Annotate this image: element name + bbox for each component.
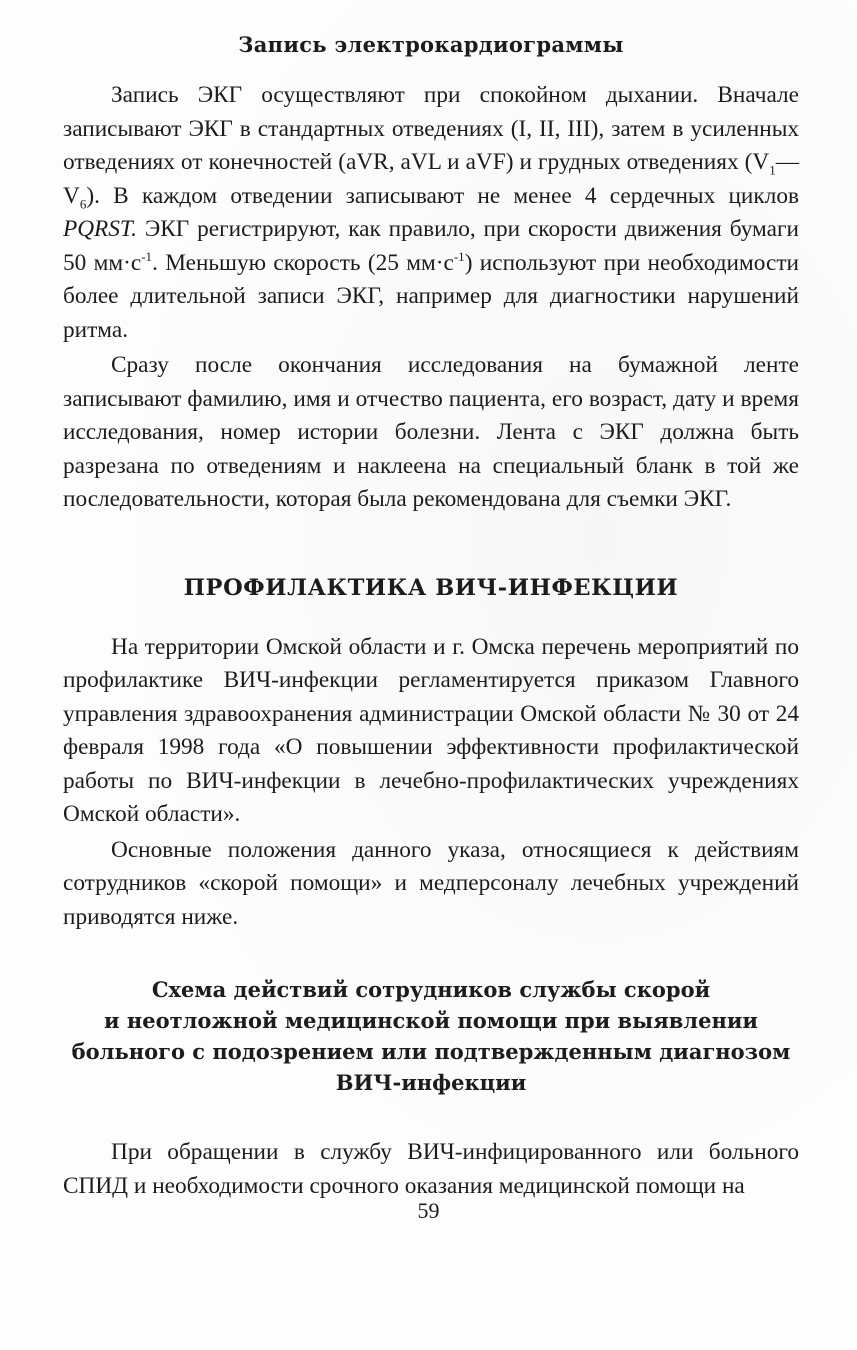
superscript: -1 [453, 248, 465, 264]
text-run: ). В каждом отведении записывают не менее 4 сердечных циклов [86, 182, 799, 209]
heading-line: и неотложной медицинской помощи при выявлении [103, 1008, 758, 1033]
paragraph-hiv-regulation: На территории Омской области и г. Омска перечень мероприятий по профилактике ВИЧ-инфекции регламентируется приказом Главного управления здравоохранения администрации Омской области № 30 от 24 февраля 1998 года «О повышении эффективности профилактической работы по ВИЧ-инфекции в лечебно-профилактических учреждениях Омской области». [63, 633, 799, 827]
paragraph-ecg-recording [63, 79, 799, 347]
paragraph-ecg-labeling: Сразу после окончания исследования на бумажной ленте записывают фамилию, имя и отчество пациента, его возраст, дату и время исследования, номер истории болезни. Лента с ЭКГ должна быть разрезана по отведениям и наклеена на специальный бланк в той же последовательности, которая была рекомендована для съемки ЭКГ. [63, 352, 799, 512]
text-run: ) используют при необходимости более длительной записи ЭКГ, например для диагностики нарушений ритма. [63, 249, 799, 343]
page-number: 59 [417, 1198, 440, 1223]
subscript: 6 [79, 196, 87, 212]
superscript: -1 [141, 248, 153, 264]
heading-line: больного с подозрением или подтвержденным диагнозом [71, 1039, 791, 1064]
text-run: — V [63, 149, 799, 209]
italic-run: PQRST. [63, 216, 137, 242]
page-content [63, 24, 799, 1203]
paragraph-hiv-provisions: Основные положения данного указа, относящиеся к действиям сотрудников «скорой помощи» и медперсоналу лечебных учреждений приводятся ниже. [63, 836, 799, 930]
text-run: ЭКГ регистрируют, как правило, при скорости движения бумаги 50 мм·с [63, 216, 799, 276]
section-heading-hiv-prevention: ПРОФИЛАКТИКА ВИЧ-ИНФЕКЦИИ [183, 574, 679, 601]
text-run: Запись ЭКГ осуществляют при спокойном дыхании. Вначале записывают ЭКГ в стандартных отведениях (I, II, III), затем в усиленных отведениях от конечностей (aVR, aVL и aVF) и грудных отведениях (V [63, 82, 799, 175]
heading-line: ВИЧ-инфекции [335, 1070, 527, 1095]
paragraph-emergency-contact: При обращении в службу ВИЧ-инфицированного или больного СПИД и необходимости срочного оказания медицинской помощи на [63, 1139, 799, 1199]
subsection-heading-emergency-scheme [63, 974, 799, 1098]
heading-line: Схема действий сотрудников службы скорой [151, 977, 711, 1002]
subscript: 1 [769, 162, 776, 178]
text-run: . Меньшую скорость (25 мм·с [152, 249, 454, 276]
section-heading-ecg-recording: Запись электрокардиограммы [238, 32, 624, 57]
